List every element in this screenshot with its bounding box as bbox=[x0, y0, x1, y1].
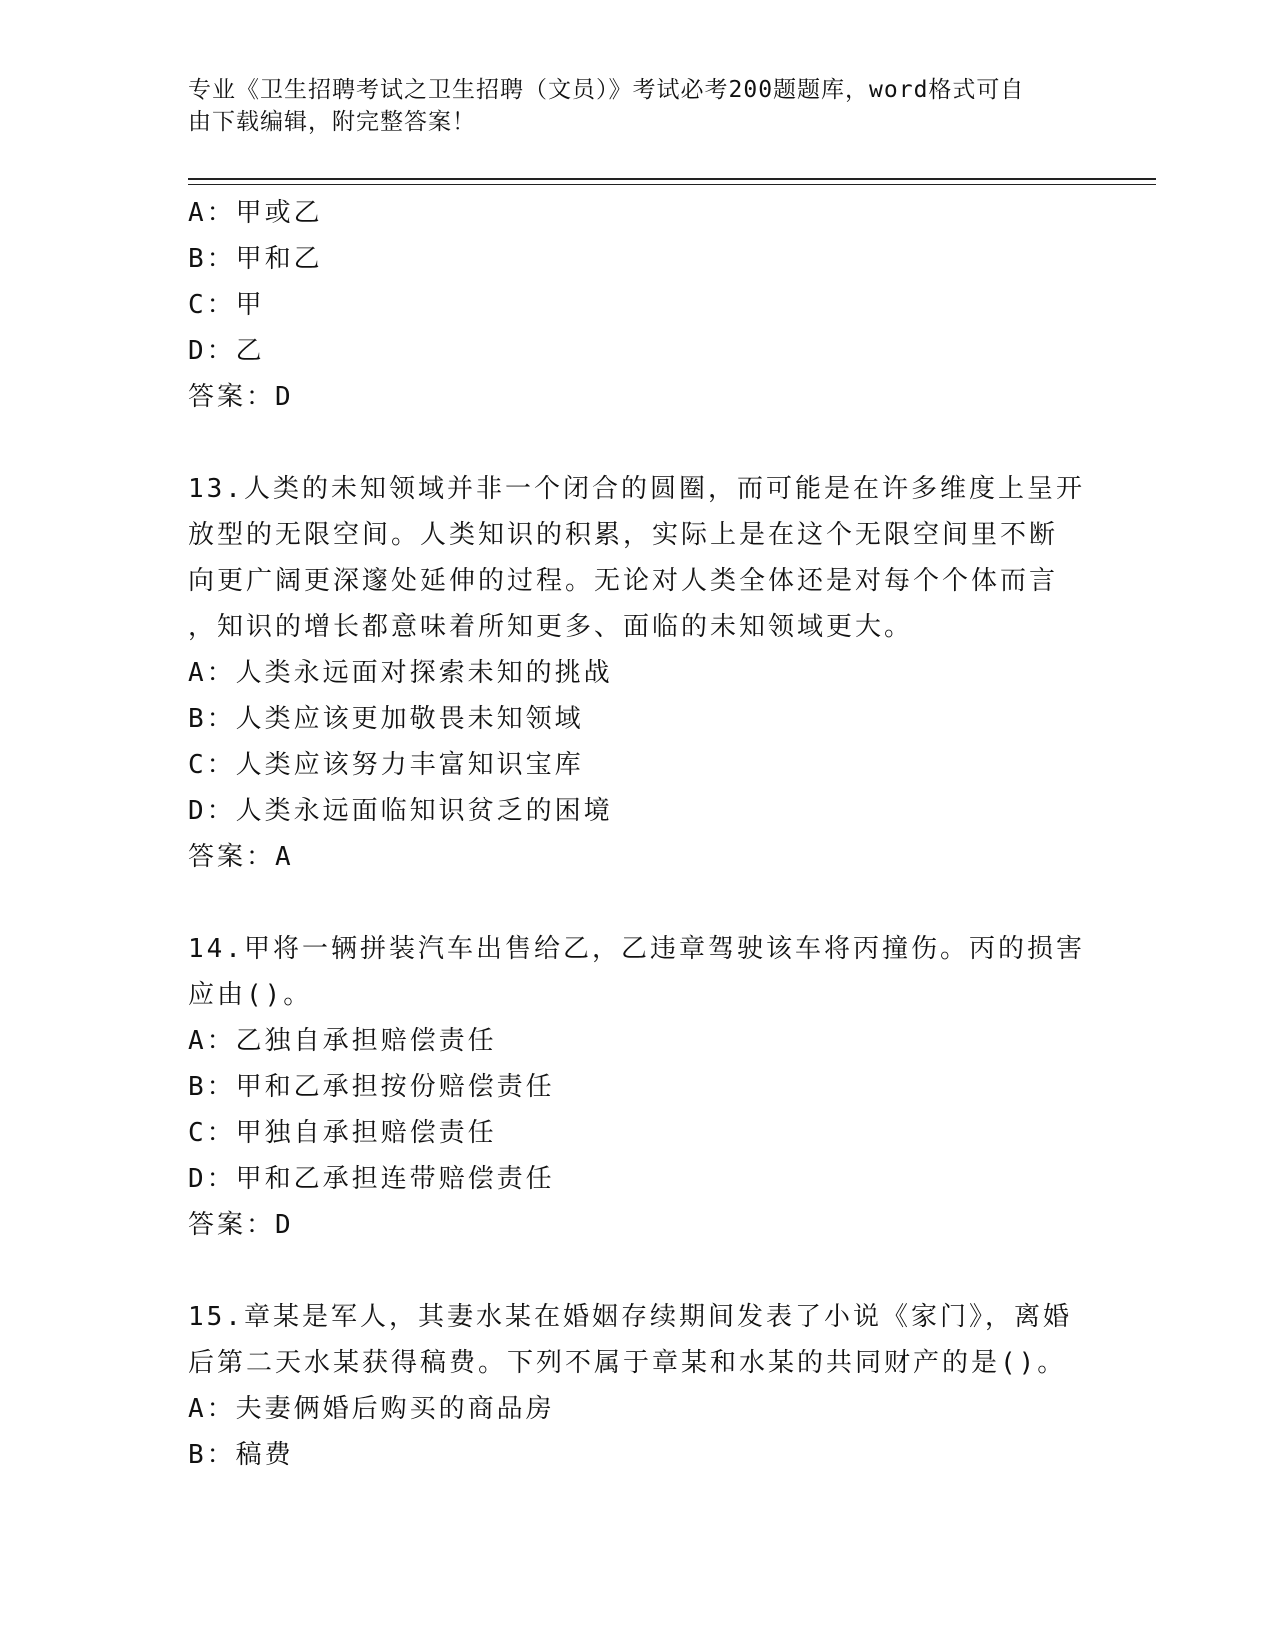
option-b: B：稿费 bbox=[188, 1440, 294, 1470]
header-divider-thick bbox=[188, 178, 1156, 180]
answer: 答案：D bbox=[188, 1210, 294, 1240]
option-a: A：夫妻俩婚后购买的商品房 bbox=[188, 1394, 555, 1424]
option-d: D：乙 bbox=[188, 336, 265, 366]
document-body bbox=[188, 190, 1088, 1478]
header-divider-thin bbox=[188, 184, 1156, 185]
option-b: B：甲和乙承担按份赔偿责任 bbox=[188, 1072, 555, 1102]
option-c: C：人类应该努力丰富知识宝库 bbox=[188, 750, 584, 780]
question-15 bbox=[188, 1294, 1088, 1478]
question-text-line: ，知识的增长都意味着所知更多、面临的未知领域更大。 bbox=[188, 612, 914, 642]
question-12 bbox=[188, 190, 1088, 420]
question-14 bbox=[188, 926, 1088, 1248]
question-13 bbox=[188, 466, 1088, 880]
option-c: C：甲独自承担赔偿责任 bbox=[188, 1118, 497, 1148]
document-header bbox=[188, 74, 1068, 138]
option-c: C：甲 bbox=[188, 290, 265, 320]
option-b: B：人类应该更加敬畏未知领域 bbox=[188, 704, 584, 734]
option-d: D：人类永远面临知识贫乏的困境 bbox=[188, 796, 613, 826]
question-text-line: 13.人类的未知领域并非一个闭合的圆圈，而可能是在许多维度上呈开 bbox=[188, 474, 1085, 504]
option-d: D：甲和乙承担连带赔偿责任 bbox=[188, 1164, 555, 1194]
header-line-2: 由下载编辑，附完整答案！ bbox=[188, 109, 476, 135]
question-text-line: 后第二天水某获得稿费。下列不属于章某和水某的共同财产的是()。 bbox=[188, 1348, 1067, 1378]
option-b: B：甲和乙 bbox=[188, 244, 323, 274]
option-a: A：乙独自承担赔偿责任 bbox=[188, 1026, 497, 1056]
question-text-line: 放型的无限空间。人类知识的积累，实际上是在这个无限空间里不断 bbox=[188, 520, 1059, 550]
question-text-line: 14.甲将一辆拼装汽车出售给乙，乙违章驾驶该车将丙撞伤。丙的损害 bbox=[188, 934, 1085, 964]
question-text-line: 向更广阔更深邃处延伸的过程。无论对人类全体还是对每个个体而言 bbox=[188, 566, 1059, 596]
question-text-line: 15.章某是军人，其妻水某在婚姻存续期间发表了小说《家门》，离婚 bbox=[188, 1302, 1072, 1332]
option-a: A：甲或乙 bbox=[188, 198, 323, 228]
answer: 答案：A bbox=[188, 842, 294, 872]
header-line-1: 专业《卫生招聘考试之卫生招聘（文员）》考试必考200题题库，word格式可自 bbox=[188, 77, 1025, 103]
option-a: A：人类永远面对探索未知的挑战 bbox=[188, 658, 613, 688]
question-text-line: 应由()。 bbox=[188, 980, 313, 1010]
answer: 答案：D bbox=[188, 382, 294, 412]
